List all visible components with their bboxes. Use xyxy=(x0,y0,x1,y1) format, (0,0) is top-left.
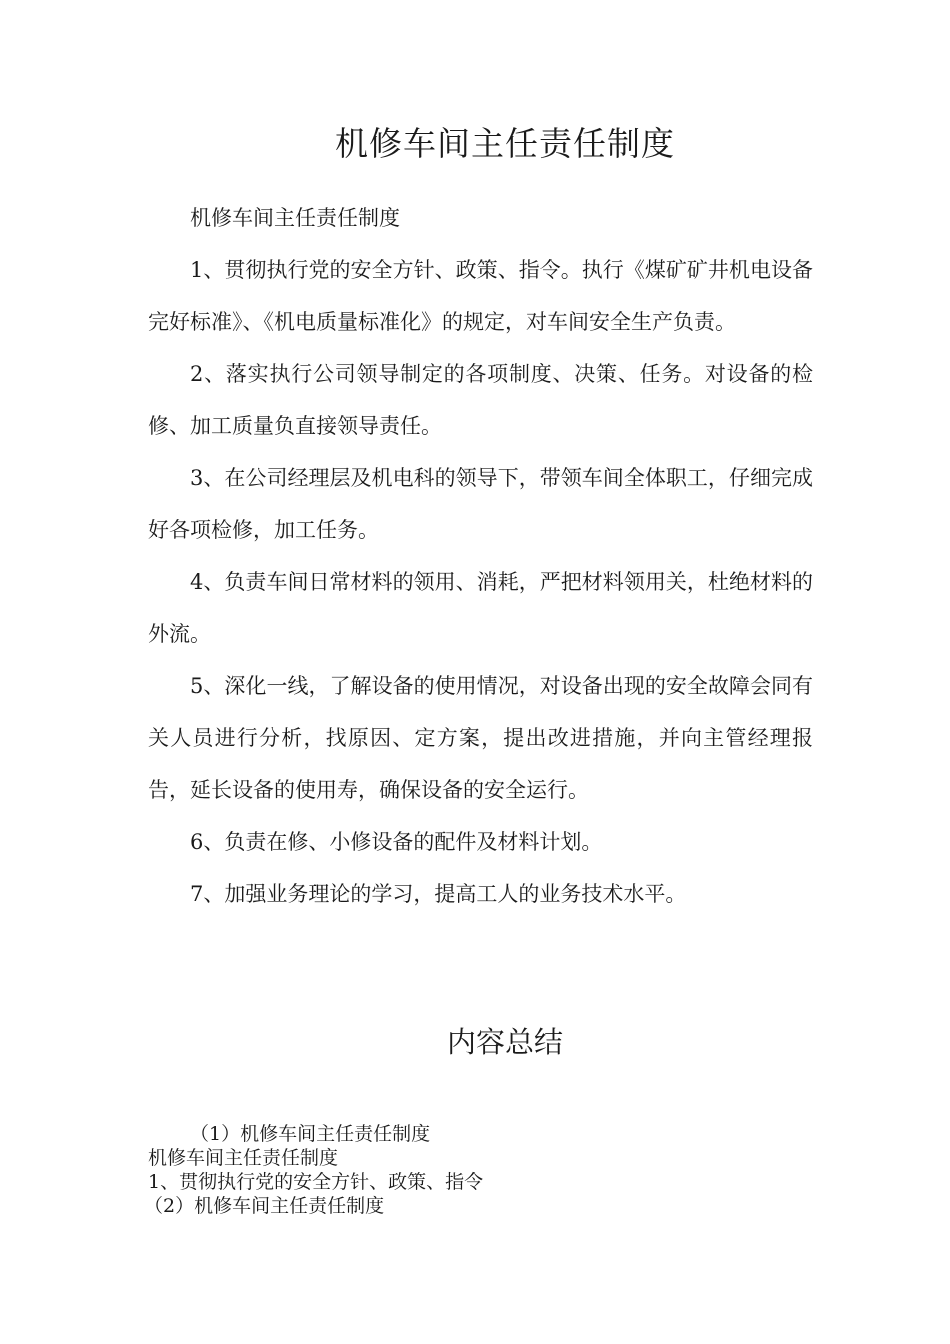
document-title: 机修车间主任责任制度 xyxy=(335,124,675,163)
paragraph: 7、加强业务理论的学习，提高工人的业务技术水平。 xyxy=(190,882,687,906)
summary-title: 内容总结 xyxy=(446,1025,563,1059)
paragraph: 2、落实执行公司领导制定的各项制度、决策、任务。对设备的检修、加工质量负直接领导责任。 xyxy=(148,362,813,438)
summary-line: 机修车间主任责任制度 xyxy=(148,1147,339,1169)
paragraph: 6、负责在修、小修设备的配件及材料计划。 xyxy=(190,830,603,854)
paragraph: 4、负责车间日常材料的领用、消耗，严把材料领用关，杜绝材料的外流。 xyxy=(148,570,813,646)
paragraph: 1、贯彻执行党的安全方针、政策、指令。执行《煤矿矿井机电设备完好标准》、《机电质量标准化》的规定，对车间安全生产负责。 xyxy=(148,258,813,334)
summary-line: 1、贯彻执行党的安全方针、政策、指令 xyxy=(148,1171,484,1193)
summary-line: （2）机修车间主任责任制度 xyxy=(144,1195,385,1217)
summary-line: （1）机修车间主任责任制度 xyxy=(190,1123,431,1145)
summary-section xyxy=(144,1122,484,1218)
document-body xyxy=(148,192,813,920)
paragraph: 5、深化一线，了解设备的使用情况，对设备出现的安全故障会同有关人员进行分析，找原因、定方案，提出改进措施，并向主管经理报告，延长设备的使用寿，确保设备的安全运行。 xyxy=(148,674,813,802)
document-subtitle: 机修车间主任责任制度 xyxy=(190,206,400,230)
paragraph: 3、在公司经理层及机电科的领导下，带领车间全体职工，仔细完成好各项检修，加工任务。 xyxy=(148,466,813,542)
